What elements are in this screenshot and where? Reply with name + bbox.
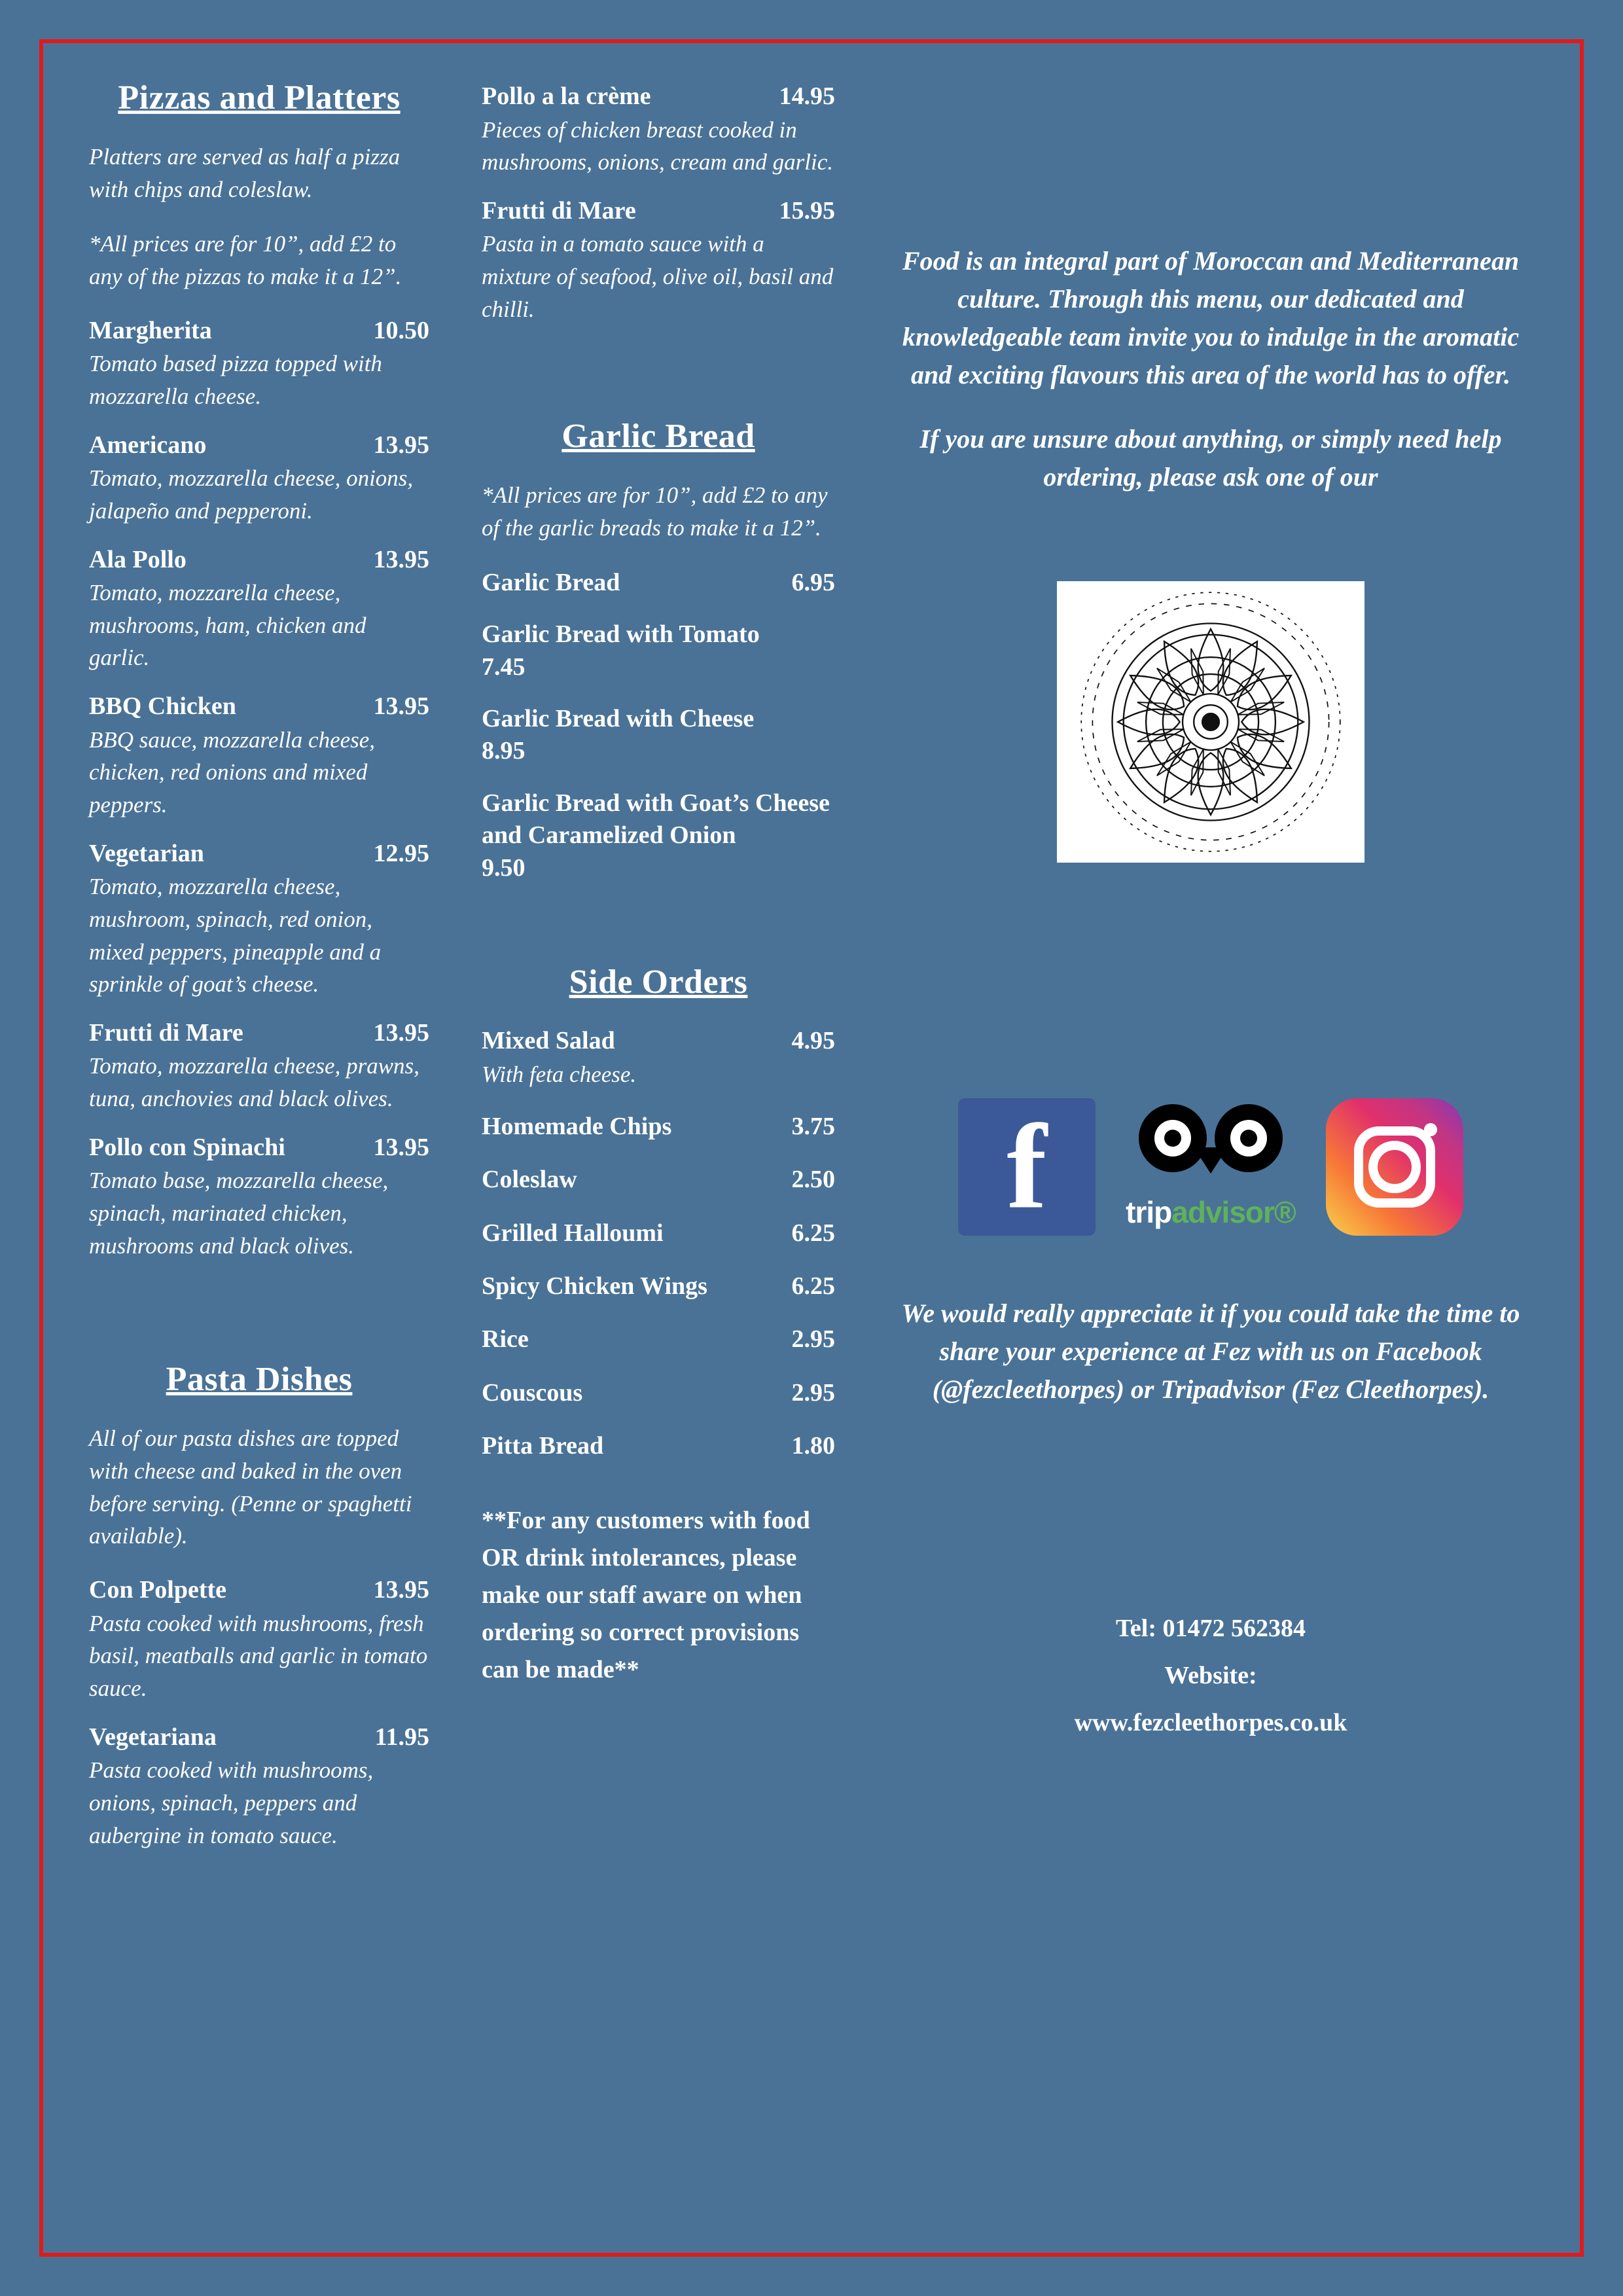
item-name: Grilled Halloumi <box>482 1219 664 1247</box>
side-order-row <box>482 1164 835 1196</box>
item-sub: With feta cheese. <box>482 1062 637 1088</box>
item-name: Coleslaw <box>482 1166 577 1194</box>
tripadvisor-icon[interactable] <box>1126 1104 1296 1230</box>
item-price: 7.45 <box>482 653 526 681</box>
item-name: Americano <box>89 431 207 459</box>
menu-item <box>482 196 835 326</box>
item-name: BBQ Chicken <box>89 692 236 721</box>
side-order-row <box>482 1217 835 1249</box>
item-name: Pitta Bread <box>482 1432 604 1460</box>
pasta-note: All of our pasta dishes are topped with cheese and baked in the oven before serving. (Penne or spaghetti available). <box>89 1426 412 1549</box>
social-icons <box>901 1098 1521 1236</box>
item-price: 3.75 <box>791 1112 835 1140</box>
tripadvisor-word-trip: trip <box>1126 1195 1172 1229</box>
item-name: Couscous <box>482 1378 583 1407</box>
item-price: 6.25 <box>791 1272 835 1300</box>
item-price: 10.50 <box>373 316 429 344</box>
menu-item <box>482 81 835 179</box>
side-order-row <box>482 1111 835 1143</box>
item-name: Vegetarian <box>89 839 204 867</box>
item-price: 6.95 <box>791 568 835 596</box>
moroccan-tile <box>1057 581 1364 863</box>
menu-item <box>89 430 429 528</box>
item-description: Tomato, mozzarella cheese, mushroom, spinach, red onion, mixed peppers, pineapple and a sprinkle of goat’s cheese. <box>89 874 382 997</box>
menu-item <box>89 1575 429 1705</box>
item-name: Garlic Bread with Tomato <box>482 620 760 649</box>
item-name: Frutti di Mare <box>482 196 636 224</box>
garlic-bread-row <box>482 703 835 768</box>
review-request-text: We would really appreciate it if you could take the time to share your experience at Fez with us on Facebook (@fezcleethorpes) or Tripadvisor (Fez Cleethorpes). <box>901 1299 1520 1404</box>
item-description: Pieces of chicken breast cooked in mushrooms, onions, cream and garlic. <box>482 117 833 175</box>
menu-page <box>39 39 1584 2257</box>
item-name: Ala Pollo <box>89 545 187 573</box>
garlic-bread-row <box>482 567 835 599</box>
menu-item <box>89 315 429 413</box>
item-name: Garlic Bread with Goat’s Cheese and Caramelized Onion <box>482 789 830 850</box>
item-price: 12.95 <box>373 839 429 867</box>
garlic-bread-row <box>482 619 835 683</box>
item-price: 14.95 <box>779 82 835 110</box>
item-description: BBQ sauce, mozzarella cheese, chicken, red onions and mixed peppers. <box>89 726 376 817</box>
tripadvisor-registered-mark: ® <box>1274 1195 1296 1229</box>
item-price: 11.95 <box>374 1723 429 1751</box>
item-description: Tomato base, mozzarella cheese, spinach, marinated chicken, mushrooms and black olives. <box>89 1168 389 1259</box>
item-description: Pasta cooked with mushrooms, fresh basil, meatballs and garlic in tomato sauce. <box>89 1610 428 1701</box>
item-price: 13.95 <box>373 1133 429 1161</box>
mandala-icon <box>1057 581 1364 863</box>
item-name: Garlic Bread with Cheese <box>482 704 755 732</box>
item-name: Margherita <box>89 316 212 344</box>
instagram-icon[interactable] <box>1326 1098 1463 1236</box>
pizzas-note-1: Platters are served as half a pizza with chips and coleslaw. <box>89 144 401 202</box>
item-name: Garlic Bread <box>482 568 620 596</box>
item-description: Tomato based pizza topped with mozzarella cheese. <box>89 351 382 409</box>
section-heading-garlic-bread: Garlic Bread <box>562 418 755 456</box>
menu-item <box>89 838 429 1001</box>
side-order-row <box>482 1025 835 1090</box>
section-heading-pasta: Pasta Dishes <box>166 1361 353 1399</box>
menu-item <box>89 1132 429 1263</box>
item-price: 13.95 <box>373 431 429 459</box>
item-name <box>482 1025 649 1090</box>
tripadvisor-word-advisor: advisor <box>1171 1195 1274 1229</box>
item-description: Pasta in a tomato sauce with a mixture of seafood, olive oil, basil and chilli. <box>482 231 834 322</box>
menu-item <box>89 545 429 675</box>
website-label: Website: <box>1164 1662 1257 1690</box>
item-name: Spicy Chicken Wings <box>482 1272 707 1300</box>
tripadvisor-owl-icon <box>1139 1104 1283 1189</box>
item-price: 13.95 <box>373 545 429 573</box>
menu-item <box>89 691 429 821</box>
item-description: Tomato, mozzarella cheese, prawns, tuna, anchovies and black olives. <box>89 1053 419 1112</box>
menu-columns <box>43 43 1580 2253</box>
item-price: 13.95 <box>373 1018 429 1047</box>
item-description: Pasta cooked with mushrooms, onions, spinach, peppers and aubergine in tomato sauce. <box>89 1757 374 1848</box>
side-order-row <box>482 1270 835 1302</box>
decorative-tile-wrapper <box>901 581 1521 863</box>
garlic-bread-list <box>482 567 835 884</box>
item-price: 8.95 <box>482 737 526 765</box>
item-label: Mixed Salad <box>482 1026 615 1054</box>
side-order-row <box>482 1430 835 1462</box>
section-heading-pizzas: Pizzas and Platters <box>118 79 401 117</box>
column-right <box>861 59 1560 2233</box>
garlic-bread-note: *All prices are for 10”, add £2 to any of the garlic breads to make it a 12”. <box>482 482 828 541</box>
instagram-dot <box>1424 1123 1437 1136</box>
item-price: 2.95 <box>791 1378 835 1407</box>
item-price: 15.95 <box>779 196 835 224</box>
column-left <box>63 59 455 2233</box>
item-price: 1.80 <box>791 1432 835 1460</box>
menu-item <box>89 1018 429 1115</box>
facebook-f-glyph: f <box>1007 1100 1047 1234</box>
side-order-row <box>482 1377 835 1409</box>
item-name: Pollo con Spinachi <box>89 1133 285 1161</box>
item-price: 13.95 <box>373 1576 429 1604</box>
item-name: Vegetariana <box>89 1723 217 1751</box>
item-description: Tomato, mozzarella cheese, mushrooms, ham, chicken and garlic. <box>89 580 366 671</box>
item-price: 9.50 <box>482 853 526 882</box>
item-price: 4.95 <box>791 1026 835 1054</box>
facebook-icon[interactable] <box>958 1098 1096 1236</box>
garlic-bread-row <box>482 787 835 884</box>
menu-item <box>89 1722 429 1852</box>
item-price: 13.95 <box>373 692 429 721</box>
item-name: Rice <box>482 1325 529 1354</box>
intro-blurb: Food is an integral part of Moroccan and Mediterranean culture. Through this menu, our dedicated and knowledgeable team invite you to indulge in the aromatic and exciting flavours this area of the world has to offer. <box>902 246 1520 389</box>
column-middle <box>455 59 861 2233</box>
item-price: 2.95 <box>791 1325 835 1354</box>
item-name: Pollo a la crème <box>482 82 651 110</box>
side-order-row <box>482 1323 835 1355</box>
pizzas-note-2: *All prices are for 10”, add £2 to any of the pizzas to make it a 12”. <box>89 231 402 290</box>
item-name: Con Polpette <box>89 1576 227 1604</box>
intolerance-warning: **For any customers with food OR drink intolerances, please make our staff aware on when ordering so correct provisions can be made** <box>482 1506 810 1683</box>
section-heading-side-orders: Side Orders <box>569 963 748 1001</box>
item-description: Tomato, mozzarella cheese, onions, jalapeño and pepperoni. <box>89 465 414 524</box>
contact-block <box>901 1605 1521 1747</box>
item-price: 6.25 <box>791 1219 835 1247</box>
tripadvisor-wordmark <box>1126 1194 1296 1230</box>
help-blurb: If you are unsure about anything, or simply need help ordering, please ask one of our <box>919 424 1502 492</box>
item-price: 2.50 <box>791 1166 835 1194</box>
instagram-camera-shape <box>1354 1126 1435 1208</box>
item-name: Homemade Chips <box>482 1112 672 1140</box>
website-url[interactable]: www.fezcleethorpes.co.uk <box>1074 1709 1347 1737</box>
telephone: Tel: 01472 562384 <box>1116 1615 1306 1642</box>
item-name: Frutti di Mare <box>89 1018 243 1047</box>
